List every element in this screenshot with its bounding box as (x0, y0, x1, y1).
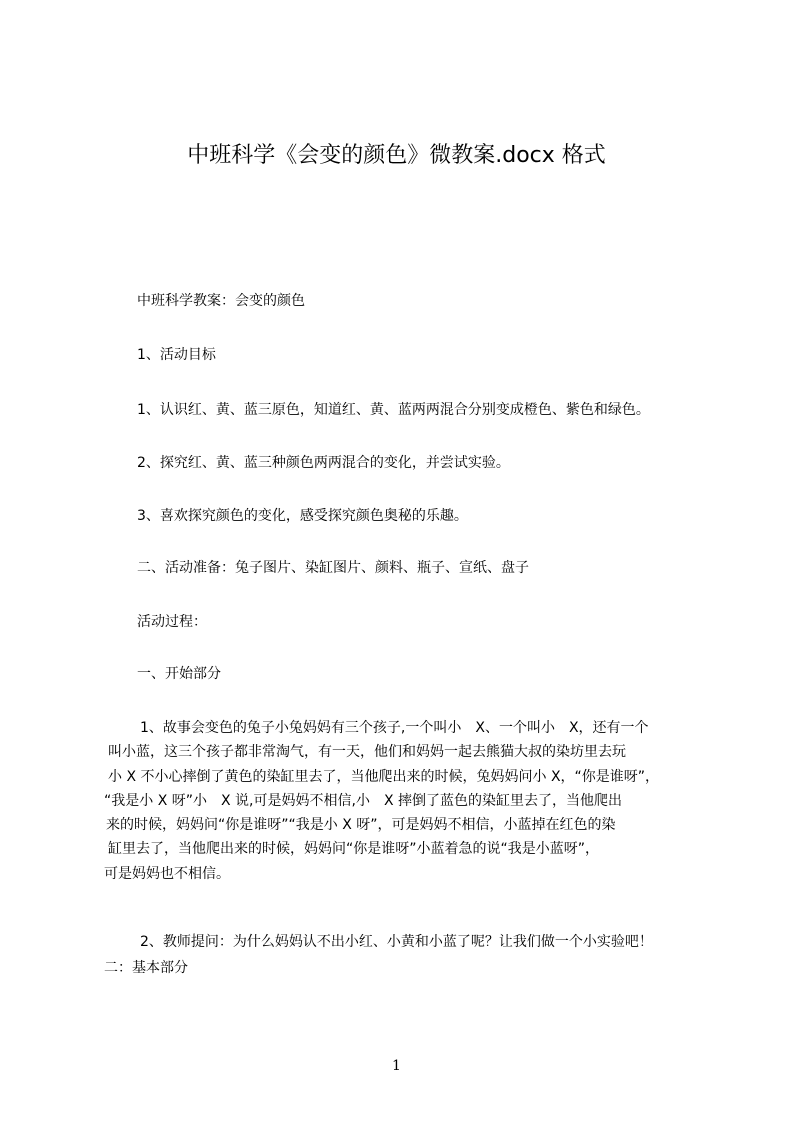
page-number: 1 (392, 1058, 401, 1074)
teacher-question: 2、教师提问：为什么妈妈认不出小红、小黄和小蓝了呢？让我们做一个小实验吧！ (140, 934, 653, 950)
goal-item: 3、喜欢探究颜色的变化，感受探究颜色奥秘的乐趣。 (137, 508, 468, 524)
story-line: “我是小 X 呀”小 X 说,可是妈妈不相信,小 X 摔倒了蓝色的染缸里去了，当他爬出 (104, 792, 622, 809)
story-line: 叫小蓝，这三个孩子都非常淘气，有一天，他们和妈妈一起去熊猫大叔的染坊里去玩 (108, 744, 626, 761)
goal-item: 1、认识红、黄、蓝三原色，知道红、黄、蓝两两混合分别变成橙色、紫色和绿色。 (137, 402, 650, 418)
part-one-heading: 一、开始部分 (137, 666, 221, 682)
goal-item: 2、探究红、黄、蓝三种颜色两两混合的变化，并尝试实验。 (137, 455, 510, 471)
story-line: 小 X 不小心摔倒了黄色的染缸里去了，当他爬出来的时候，兔妈妈问小 X，“你是谁呀”， (108, 768, 660, 785)
story-line: 缸里去了，当他爬出来的时候，妈妈问“你是谁呀”小蓝着急的说“我是小蓝呀”， (108, 841, 600, 858)
goals-heading: 1、活动目标 (137, 347, 216, 363)
preparation-text: 二、活动准备：兔子图片、染缸图片、颜料、瓶子、宣纸、盘子 (137, 560, 529, 576)
story-line: 1、故事会变色的兔子小兔妈妈有三个孩子,一个叫小 X、一个叫小 X，还有一个 (140, 720, 649, 736)
story-line: 来的时候，妈妈问“你是谁呀”“我是小 X 呀”，可是妈妈不相信，小蓝掉在红色的染 (106, 817, 616, 834)
story-paragraph (104, 716, 744, 886)
part-two-heading: 二：基本部分 (104, 960, 188, 976)
story-line: 可是妈妈也不相信。 (104, 865, 230, 882)
process-heading: 活动过程： (137, 614, 207, 630)
lesson-subtitle: 中班科学教案：会变的颜色 (137, 293, 305, 309)
page-title: 中班科学《会变的颜色》微教案.docx 格式 (187, 143, 606, 168)
